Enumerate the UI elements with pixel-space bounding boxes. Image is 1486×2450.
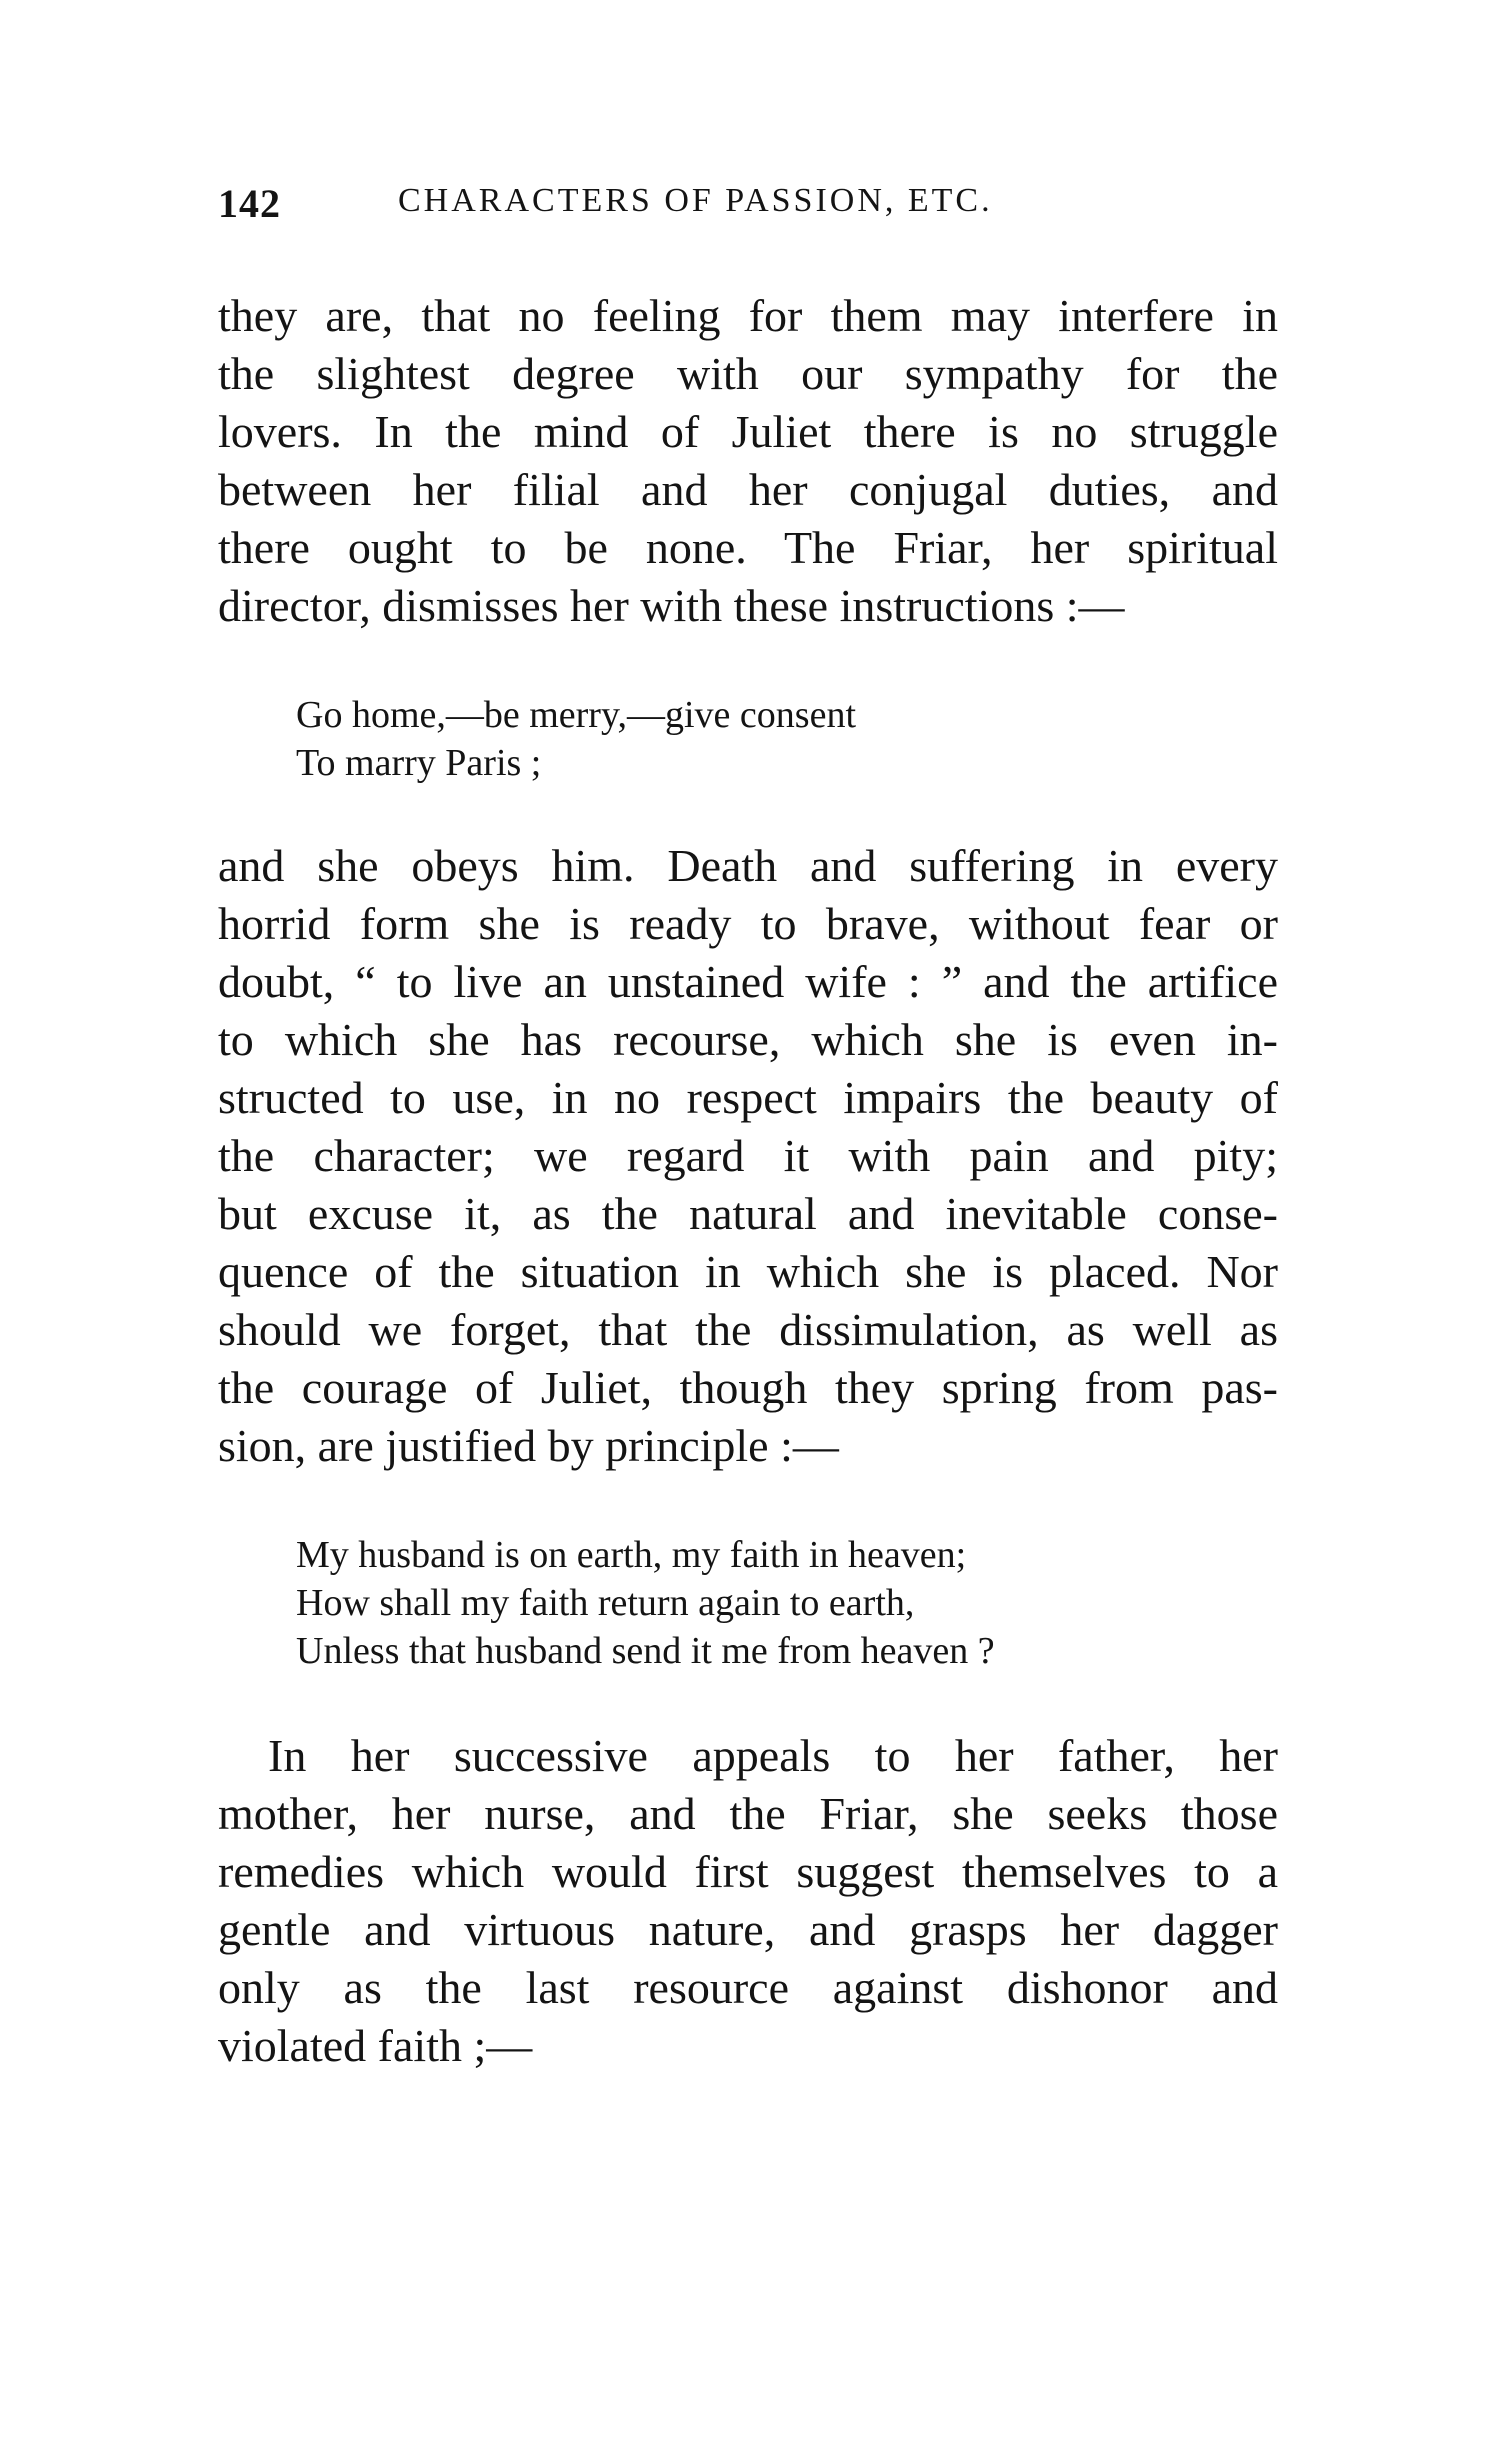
verse-line: My husband is on earth, my faith in heaven; — [296, 1534, 967, 1576]
text-line: only as the last resource against dishonor and — [218, 1962, 1278, 2013]
text-line: horrid form she is ready to brave, without fear or — [218, 898, 1278, 949]
text-line: they are, that no feeling for them may interfere in — [218, 290, 1278, 341]
text-line: lovers. In the mind of Juliet there is no struggle — [218, 406, 1278, 457]
text-line: structed to use, in no respect impairs the beauty of — [218, 1072, 1278, 1123]
text-line: sion, are justified by principle :— — [218, 1420, 839, 1471]
verse-line: How shall my faith return again to earth, — [296, 1582, 915, 1624]
text-line: should we forget, that the dissimulation, as well as — [218, 1304, 1278, 1355]
running-header — [218, 180, 1298, 240]
verse-line: Go home,—be merry,—give consent — [296, 694, 856, 736]
verse-line: To marry Paris ; — [296, 742, 542, 784]
text-line: between her filial and her conjugal duties, and — [218, 464, 1278, 515]
text-line: director, dismisses her with these instructions :— — [218, 580, 1125, 631]
text-line: and she obeys him. Death and suffering in every — [218, 840, 1278, 891]
text-line: quence of the situation in which she is placed. Nor — [218, 1246, 1278, 1297]
text-line: gentle and virtuous nature, and grasps her dagger — [218, 1904, 1278, 1955]
text-line: the courage of Juliet, though they spring from pas- — [218, 1362, 1278, 1413]
text-line: to which she has recourse, which she is even in- — [218, 1014, 1278, 1065]
text-line: violated faith ;— — [218, 2020, 533, 2071]
text-line: the character; we regard it with pain and pity; — [218, 1130, 1278, 1181]
text-line: remedies which would first suggest themselves to a — [218, 1846, 1278, 1897]
text-line: doubt, “ to live an unstained wife : ” and the artifice — [218, 956, 1278, 1007]
text-line: mother, her nurse, and the Friar, she seeks those — [218, 1788, 1278, 1839]
text-line: there ought to be none. The Friar, her spiritual — [218, 522, 1278, 573]
page-number: 142 — [218, 181, 281, 226]
text-line: but excuse it, as the natural and inevitable conse- — [218, 1188, 1278, 1239]
text-line: the slightest degree with our sympathy for the — [218, 348, 1278, 399]
running-title: CHARACTERS OF PASSION, ETC. — [398, 182, 993, 219]
text-line: In her successive appeals to her father, her — [268, 1730, 1278, 1781]
verse-line: Unless that husband send it me from heaven ? — [296, 1630, 995, 1672]
